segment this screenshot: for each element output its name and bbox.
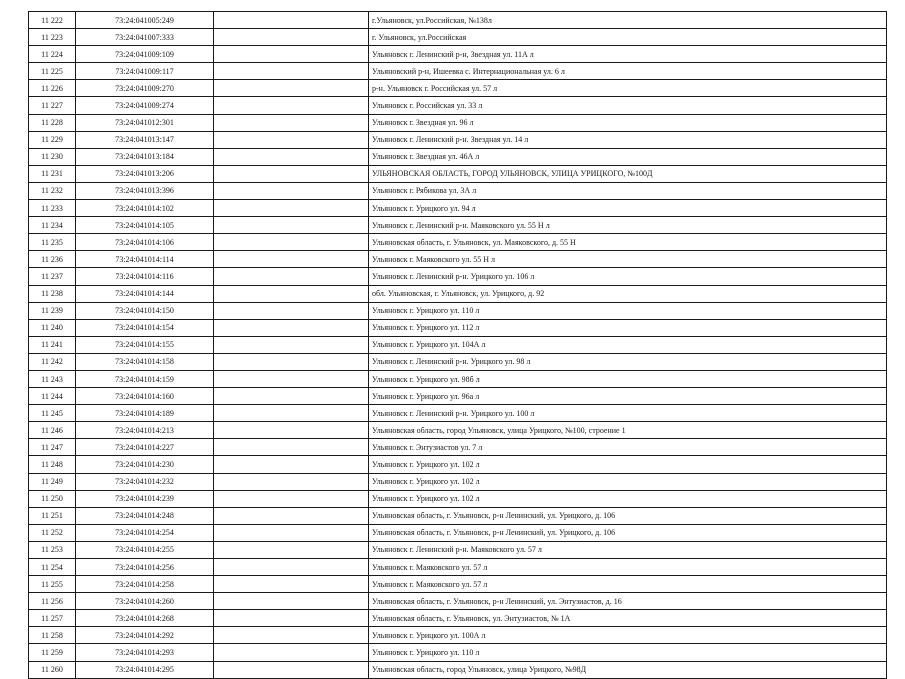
address-cell: Ульяновская область, г. Ульяновск, ул. Энтузиастов, № 1А	[369, 610, 887, 627]
empty-cell	[214, 302, 369, 319]
table-row	[29, 370, 887, 387]
address-cell: г. Ульяновск, ул.Российская	[369, 29, 887, 46]
row-number-cell: 11 246	[29, 422, 76, 439]
cadastral-number-cell: 73:24:041014:248	[76, 507, 214, 524]
row-number-cell: 11 229	[29, 131, 76, 148]
property-register-table	[28, 11, 887, 679]
address-cell: Ульяновск г. Энтузиастов ул. 7 л	[369, 439, 887, 456]
empty-cell	[214, 63, 369, 80]
address-cell: УЛЬЯНОВСКАЯ ОБЛАСТЬ, ГОРОД УЛЬЯНОВСК, УЛИЦА УРИЦКОГО, №100Д	[369, 165, 887, 182]
cadastral-number-cell: 73:24:041014:116	[76, 268, 214, 285]
cadastral-number-cell: 73:24:041013:147	[76, 131, 214, 148]
empty-cell	[214, 251, 369, 268]
table-row	[29, 405, 887, 422]
row-number-cell: 11 241	[29, 336, 76, 353]
empty-cell	[214, 336, 369, 353]
cadastral-number-cell: 73:24:041009:109	[76, 46, 214, 63]
row-number-cell: 11 233	[29, 200, 76, 217]
table-row	[29, 114, 887, 131]
cadastral-number-cell: 73:24:041014:160	[76, 388, 214, 405]
row-number-cell: 11 225	[29, 63, 76, 80]
cadastral-number-cell: 73:24:041014:293	[76, 644, 214, 661]
row-number-cell: 11 243	[29, 370, 76, 387]
table-row	[29, 302, 887, 319]
empty-cell	[214, 593, 369, 610]
table-row	[29, 661, 887, 678]
empty-cell	[214, 148, 369, 165]
empty-cell	[214, 114, 369, 131]
table-row	[29, 524, 887, 541]
table-row	[29, 131, 887, 148]
table-row	[29, 251, 887, 268]
table-row	[29, 627, 887, 644]
table-row	[29, 63, 887, 80]
table-row	[29, 268, 887, 285]
row-number-cell: 11 235	[29, 234, 76, 251]
table-row	[29, 80, 887, 97]
cadastral-number-cell: 73:24:041014:268	[76, 610, 214, 627]
row-number-cell: 11 228	[29, 114, 76, 131]
row-number-cell: 11 222	[29, 12, 76, 29]
cadastral-number-cell: 73:24:041014:154	[76, 319, 214, 336]
empty-cell	[214, 524, 369, 541]
address-cell: Ульяновск г. Урицкого ул. 104А л	[369, 336, 887, 353]
table-row	[29, 473, 887, 490]
empty-cell	[214, 353, 369, 370]
row-number-cell: 11 252	[29, 524, 76, 541]
cadastral-number-cell: 73:24:041014:155	[76, 336, 214, 353]
empty-cell	[214, 388, 369, 405]
address-cell: Ульяновск г. Урицкого ул. 98б л	[369, 370, 887, 387]
cadastral-number-cell: 73:24:041014:189	[76, 405, 214, 422]
address-cell: Ульяновск г. Ленинский р-н. Урицкого ул. 100 л	[369, 405, 887, 422]
row-number-cell: 11 224	[29, 46, 76, 63]
address-cell: Ульяновск г. Урицкого ул. 102 л	[369, 473, 887, 490]
cadastral-number-cell: 73:24:041013:184	[76, 148, 214, 165]
empty-cell	[214, 456, 369, 473]
address-cell: Ульяновск г. Урицкого ул. 102 л	[369, 456, 887, 473]
row-number-cell: 11 250	[29, 490, 76, 507]
empty-cell	[214, 165, 369, 182]
address-cell: Ульяновск г. Маяковского ул. 57 л	[369, 576, 887, 593]
row-number-cell: 11 236	[29, 251, 76, 268]
cadastral-number-cell: 73:24:041007:333	[76, 29, 214, 46]
table-row	[29, 576, 887, 593]
row-number-cell: 11 254	[29, 559, 76, 576]
cadastral-number-cell: 73:24:041014:102	[76, 200, 214, 217]
row-number-cell: 11 255	[29, 576, 76, 593]
cadastral-number-cell: 73:24:041014:260	[76, 593, 214, 610]
address-cell: Ульяновск г. Ленинский р-н. Маяковского ул. 57 л	[369, 541, 887, 558]
empty-cell	[214, 46, 369, 63]
cadastral-number-cell: 73:24:041012:301	[76, 114, 214, 131]
empty-cell	[214, 627, 369, 644]
cadastral-number-cell: 73:24:041014:230	[76, 456, 214, 473]
cadastral-number-cell: 73:24:041014:158	[76, 353, 214, 370]
cadastral-number-cell: 73:24:041014:295	[76, 661, 214, 678]
row-number-cell: 11 227	[29, 97, 76, 114]
row-number-cell: 11 226	[29, 80, 76, 97]
table-row	[29, 593, 887, 610]
address-cell: Ульяновск г. Ленинский р-н. Звездная ул. 14 л	[369, 131, 887, 148]
table-row	[29, 285, 887, 302]
row-number-cell: 11 240	[29, 319, 76, 336]
table-row	[29, 541, 887, 558]
address-cell: Ульяновский р-н, Ишеевка с. Интернациональная ул. 6 л	[369, 63, 887, 80]
cadastral-number-cell: 73:24:041009:270	[76, 80, 214, 97]
table-row	[29, 217, 887, 234]
empty-cell	[214, 182, 369, 199]
row-number-cell: 11 260	[29, 661, 76, 678]
empty-cell	[214, 217, 369, 234]
table-row	[29, 234, 887, 251]
cadastral-number-cell: 73:24:041014:105	[76, 217, 214, 234]
cadastral-number-cell: 73:24:041009:274	[76, 97, 214, 114]
cadastral-number-cell: 73:24:041014:258	[76, 576, 214, 593]
cadastral-number-cell: 73:24:041014:255	[76, 541, 214, 558]
row-number-cell: 11 249	[29, 473, 76, 490]
empty-cell	[214, 644, 369, 661]
row-number-cell: 11 251	[29, 507, 76, 524]
address-cell: Ульяновск г. Урицкого ул. 102 л	[369, 490, 887, 507]
row-number-cell: 11 242	[29, 353, 76, 370]
address-cell: Ульяновск г. Ленинский р-н, Звездная ул. 11А л	[369, 46, 887, 63]
row-number-cell: 11 230	[29, 148, 76, 165]
cadastral-number-cell: 73:24:041014:150	[76, 302, 214, 319]
empty-cell	[214, 405, 369, 422]
cadastral-number-cell: 73:24:041014:213	[76, 422, 214, 439]
empty-cell	[214, 507, 369, 524]
empty-cell	[214, 661, 369, 678]
address-cell: Ульяновск г. Урицкого ул. 94 л	[369, 200, 887, 217]
empty-cell	[214, 268, 369, 285]
row-number-cell: 11 234	[29, 217, 76, 234]
empty-cell	[214, 370, 369, 387]
cadastral-number-cell: 73:24:041014:232	[76, 473, 214, 490]
cadastral-number-cell: 73:24:041014:256	[76, 559, 214, 576]
empty-cell	[214, 473, 369, 490]
table-row	[29, 165, 887, 182]
row-number-cell: 11 256	[29, 593, 76, 610]
table-row	[29, 148, 887, 165]
row-number-cell: 11 253	[29, 541, 76, 558]
address-cell: Ульяновск г. Ленинский р-н. Урицкого ул. 98 л	[369, 353, 887, 370]
empty-cell	[214, 490, 369, 507]
table-row	[29, 439, 887, 456]
address-cell: Ульяновск г. Урицкого ул. 112 л	[369, 319, 887, 336]
document-page	[28, 11, 887, 679]
cadastral-number-cell: 73:24:041014:144	[76, 285, 214, 302]
row-number-cell: 11 248	[29, 456, 76, 473]
empty-cell	[214, 610, 369, 627]
row-number-cell: 11 231	[29, 165, 76, 182]
address-cell: Ульяновск г. Урицкого ул. 100А л	[369, 627, 887, 644]
table-row	[29, 12, 887, 29]
address-cell: Ульяновская область, г. Ульяновск, р-н Ленинский, ул. Урицкого, д. 106	[369, 507, 887, 524]
row-number-cell: 11 247	[29, 439, 76, 456]
empty-cell	[214, 541, 369, 558]
row-number-cell: 11 239	[29, 302, 76, 319]
address-cell: Ульяновская область, г. Ульяновск, р-н Ленинский, ул. Урицкого, д. 106	[369, 524, 887, 541]
address-cell: обл. Ульяновская, г. Ульяновск, ул. Урицкого, д. 92	[369, 285, 887, 302]
address-cell: Ульяновск г. Российская ул. 33 л	[369, 97, 887, 114]
row-number-cell: 11 238	[29, 285, 76, 302]
table-row	[29, 200, 887, 217]
row-number-cell: 11 237	[29, 268, 76, 285]
table-row	[29, 46, 887, 63]
table-row	[29, 97, 887, 114]
cadastral-number-cell: 73:24:041014:254	[76, 524, 214, 541]
table-row	[29, 336, 887, 353]
cadastral-number-cell: 73:24:041014:227	[76, 439, 214, 456]
table-row	[29, 422, 887, 439]
address-cell: Ульяновск г. Маяковского ул. 55 Н л	[369, 251, 887, 268]
address-cell: Ульяновск г. Звездная ул. 46А л	[369, 148, 887, 165]
row-number-cell: 11 244	[29, 388, 76, 405]
cadastral-number-cell: 73:24:041014:292	[76, 627, 214, 644]
row-number-cell: 11 223	[29, 29, 76, 46]
address-cell: Ульяновская область, город Ульяновск, улица Урицкого, №98Д	[369, 661, 887, 678]
address-cell: Ульяновск г. Урицкого ул. 110 л	[369, 302, 887, 319]
address-cell: Ульяновск г. Рябикова ул. 3А л	[369, 182, 887, 199]
table-row	[29, 490, 887, 507]
row-number-cell: 11 232	[29, 182, 76, 199]
table-row	[29, 610, 887, 627]
address-cell: Ульяновск г. Ленинский р-н. Маяковского ул. 55 Н л	[369, 217, 887, 234]
address-cell: Ульяновск г. Урицкого ул. 110 л	[369, 644, 887, 661]
cadastral-number-cell: 73:24:041014:159	[76, 370, 214, 387]
empty-cell	[214, 234, 369, 251]
cadastral-number-cell: 73:24:041013:396	[76, 182, 214, 199]
row-number-cell: 11 259	[29, 644, 76, 661]
cadastral-number-cell: 73:24:041013:206	[76, 165, 214, 182]
empty-cell	[214, 319, 369, 336]
table-row	[29, 644, 887, 661]
address-cell: Ульяновск г. Маяковского ул. 57 л	[369, 559, 887, 576]
table-row	[29, 29, 887, 46]
address-cell: Ульяновская область, г. Ульяновск, р-н Ленинский, ул. Энтузиастов, д. 16	[369, 593, 887, 610]
empty-cell	[214, 559, 369, 576]
address-cell: р-н. Ульяновск г. Российская ул. 57 л	[369, 80, 887, 97]
cadastral-number-cell: 73:24:041014:114	[76, 251, 214, 268]
empty-cell	[214, 576, 369, 593]
empty-cell	[214, 422, 369, 439]
empty-cell	[214, 285, 369, 302]
address-cell: Ульяновская область, г. Ульяновск, ул. Маяковского, д. 55 Н	[369, 234, 887, 251]
empty-cell	[214, 97, 369, 114]
table-row	[29, 507, 887, 524]
empty-cell	[214, 29, 369, 46]
address-cell: Ульяновск г. Ленинский р-н. Урицкого ул. 106 л	[369, 268, 887, 285]
address-cell: Ульяновск г. Звездная ул. 96 л	[369, 114, 887, 131]
cadastral-number-cell: 73:24:041005:249	[76, 12, 214, 29]
address-cell: Ульяновская область, город Ульяновск, улица Урицкого, №100, строение 1	[369, 422, 887, 439]
empty-cell	[214, 80, 369, 97]
row-number-cell: 11 258	[29, 627, 76, 644]
table-row	[29, 319, 887, 336]
empty-cell	[214, 439, 369, 456]
table-row	[29, 353, 887, 370]
table-row	[29, 456, 887, 473]
empty-cell	[214, 12, 369, 29]
address-cell: г.Ульяновск, ул.Российская, №138л	[369, 12, 887, 29]
table-row	[29, 182, 887, 199]
table-row	[29, 388, 887, 405]
cadastral-number-cell: 73:24:041014:239	[76, 490, 214, 507]
address-cell: Ульяновск г. Урицкого ул. 96а л	[369, 388, 887, 405]
table-row	[29, 559, 887, 576]
cadastral-number-cell: 73:24:041009:117	[76, 63, 214, 80]
row-number-cell: 11 245	[29, 405, 76, 422]
cadastral-number-cell: 73:24:041014:106	[76, 234, 214, 251]
row-number-cell: 11 257	[29, 610, 76, 627]
empty-cell	[214, 131, 369, 148]
register-body	[29, 12, 887, 679]
empty-cell	[214, 200, 369, 217]
